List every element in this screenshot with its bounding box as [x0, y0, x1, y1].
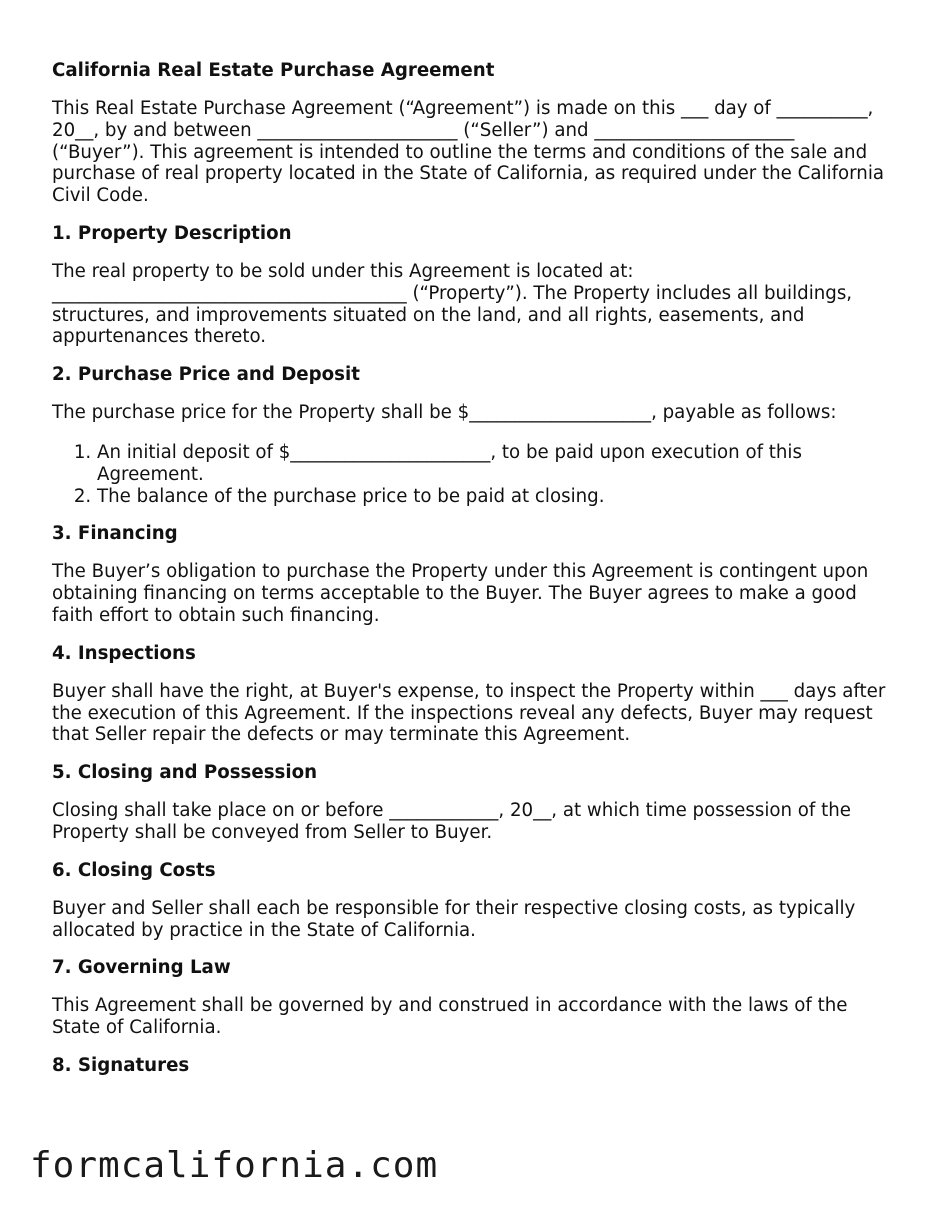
- document-page: [52, 58, 888, 1093]
- section-body-closing-possession: Closing shall take place on or before ____________, 20__, at which time possession of the Property shall be conveyed from Seller to Buyer.: [52, 800, 851, 843]
- intro-paragraph: This Real Estate Purchase Agreement (“Agreement”) is made on this ___ day of __________, 20__, by and between ______________________ (“Seller”) and ______________________ (“Buyer”). This agreement is intended to outline the terms and conditions of the sale and purchase of real property located in the State of California, as required under the California Civil Code.: [52, 98, 885, 207]
- section-body-inspections: Buyer shall have the right, at Buyer's expense, to inspect the Property within ___ days after the execution of this Agreement. If the inspections reveal any defects, Buyer may request that Seller repair the defects or may terminate this Agreement.: [52, 680, 886, 746]
- section-heading-property-description: 1. Property Description: [52, 222, 292, 244]
- section-body-purchase-price: The purchase price for the Property shall be $____________________, payable as follows:: [52, 402, 837, 424]
- section-heading-financing: 3. Financing: [52, 523, 178, 545]
- section-body-property-description: The real property to be sold under this Agreement is located at: _______________________________________ (“Property”). The Property includes all buildings, structures, and improvements situated on the land, and all rights, easements, and appurtenances thereto.: [52, 260, 853, 348]
- section-heading-signatures: 8. Signatures: [52, 1054, 190, 1076]
- section-body-closing-costs: Buyer and Seller shall each be responsible for their respective closing costs, as typically allocated by practice in the State of California.: [52, 897, 856, 941]
- list-item: 1. An initial deposit of $______________________, to be paid upon execution of this Agreement.: [97, 442, 888, 486]
- section-body-governing-law: This Agreement shall be governed by and construed in accordance with the laws of the State of California.: [52, 995, 848, 1039]
- document-title: California Real Estate Purchase Agreement: [52, 60, 495, 81]
- section-heading-closing-costs: 6. Closing Costs: [52, 859, 216, 881]
- section-heading-governing-law: 7. Governing Law: [52, 957, 231, 979]
- list-item: 2. The balance of the purchase price to be paid at closing.: [97, 486, 888, 508]
- payment-list: [52, 442, 888, 507]
- site-watermark: formcalifornia.com: [30, 1145, 439, 1186]
- section-heading-inspections: 4. Inspections: [52, 642, 196, 664]
- section-heading-closing-possession: 5. Closing and Possession: [52, 762, 318, 784]
- section-heading-purchase-price: 2. Purchase Price and Deposit: [52, 364, 360, 386]
- section-body-financing: The Buyer’s obligation to purchase the Property under this Agreement is contingent upon obtaining financing on terms acceptable to the Buyer. The Buyer agrees to make a good faith effort to obtain such financing.: [52, 561, 869, 626]
